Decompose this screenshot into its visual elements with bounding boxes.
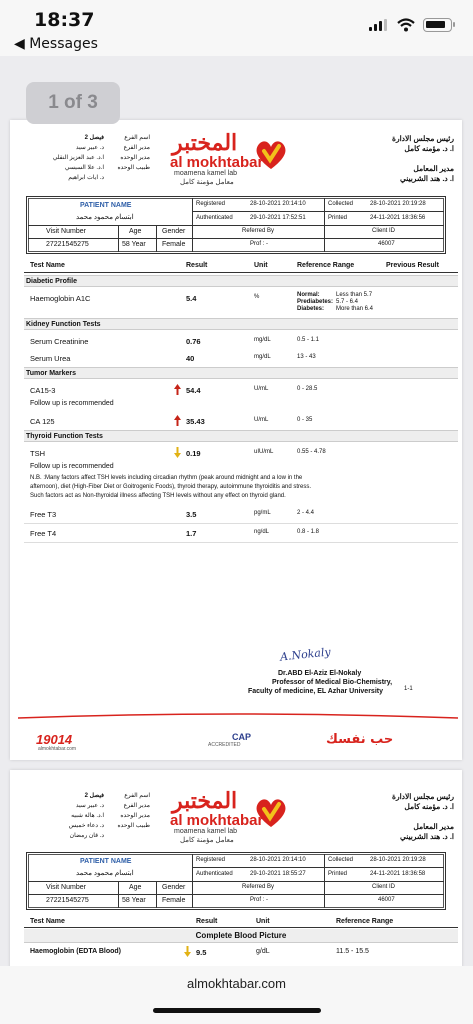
patient-name-label: PATIENT NAME (80, 858, 132, 865)
col-result: Result (186, 262, 208, 269)
test-range: 0.55 - 4.78 (297, 449, 326, 455)
test-name: Free T4 (30, 529, 57, 538)
status-bar (0, 0, 473, 56)
unit-manager-value: ا.د. عبد العزيز النقلي (52, 155, 104, 161)
patient-name: ابتسام محمود محمد (76, 214, 134, 221)
registered-value: 28-10-2021 20:14:10 (250, 201, 306, 207)
test-result: 3.5 (186, 510, 197, 519)
unit-doctor-value-1: د. دعاء خميس (68, 823, 104, 829)
col-reference-range: Reference Range (297, 262, 355, 269)
branch-manager-value: د. عبير سيد (75, 803, 104, 809)
low-arrow-icon (184, 946, 191, 957)
age-value: 58 Year (122, 241, 146, 248)
visit-number: 27221545275 (46, 897, 89, 904)
battery-icon (423, 18, 452, 32)
branch-label: اسم الفرع (124, 793, 150, 799)
test-range: 0 - 35 (297, 417, 313, 423)
unit-doctor-label: طبيب الوحده (117, 823, 150, 829)
tsh-note-line-1: N.B. :Many factors affect TSH levels including circadian rhythm (peak around midnight and a low in the (30, 475, 303, 481)
referred-by-value: Prof : - (250, 897, 269, 903)
col-test-name: Test Name (30, 262, 65, 269)
visit-number-label: Visit Number (46, 228, 86, 235)
test-result: 1.7 (186, 529, 197, 538)
high-arrow-icon (174, 384, 181, 395)
section-thyroid-function: Thyroid Function Tests (24, 430, 458, 442)
branch-value: فيصل 2 (84, 135, 104, 141)
page-indicator: 1 of 3 (26, 82, 120, 124)
range-prediabetes-label: Prediabetes: (297, 299, 334, 305)
chairman-title: رئيس مجلس الادارة (392, 134, 454, 143)
signer-title-2: Faculty of medicine, EL Azhar University (248, 688, 383, 695)
chairman-title: رئيس مجلس الادارة (392, 792, 454, 801)
visit-number-label: Visit Number (46, 884, 86, 891)
unit-doctor-value-2: د. ايات ابراهيم (68, 175, 104, 181)
registered-label: Registered (196, 857, 226, 863)
cap-accredited: ACCREDITED (208, 742, 241, 748)
authenticated-label: Authenticated (196, 871, 233, 877)
age-value: 58 Year (122, 897, 146, 904)
collected-value: 28-10-2021 20:19:28 (370, 201, 426, 207)
high-arrow-icon (174, 415, 181, 426)
test-unit: ng/dL (254, 529, 270, 535)
unit-manager-value: ا.د. هالة شبيه (71, 813, 104, 819)
test-unit: pg/mL (254, 510, 271, 516)
footer-website: almokhtabar.com (38, 746, 77, 752)
col-previous-result: Previous Result (386, 262, 439, 269)
registered-value: 28-10-2021 20:14:10 (250, 857, 306, 863)
lab-logo-english: al mokhtabar (170, 154, 264, 171)
test-result: 9.5 (196, 948, 207, 957)
branch-manager-label: مدير الفرع (123, 803, 150, 809)
labs-director-name: ا. د. هند الشربيني (399, 174, 454, 183)
test-unit: U/mL (254, 386, 269, 392)
test-result: 0.19 (186, 449, 201, 458)
section-kidney-function: Kidney Function Tests (24, 318, 458, 330)
test-range: 0.8 - 1.8 (297, 529, 320, 535)
unit-doctor-value-2: د. قان رمضان (69, 833, 104, 839)
signer-title-1: Professor of Medical Bio-Chemistry, (272, 679, 393, 686)
test-result: 5.4 (186, 294, 197, 303)
test-result: 40 (186, 354, 195, 363)
url-label[interactable]: almokhtabar.com (187, 976, 286, 991)
test-unit: U/mL (254, 417, 269, 423)
report-page-1 (10, 120, 462, 760)
low-arrow-icon (174, 447, 181, 458)
test-unit: g/dL (256, 948, 270, 955)
lab-tagline-en: moamena kamel lab (174, 828, 238, 835)
col-unit: Unit (254, 262, 268, 269)
unit-manager-label: مدير الوحده (120, 155, 150, 161)
printed-label: Printed (328, 215, 348, 221)
test-result: 0.76 (186, 337, 201, 346)
tsh-note-line-2: afternoon), diet (High-Fiber Diet or Goitrogenic Foods), thyroid therapy, autoimmune thyroiditis and stress. (30, 484, 312, 490)
printed-label: Printed (328, 871, 348, 877)
labs-director-title: مدير المعامل (413, 822, 454, 831)
col-test-name: Test Name (30, 918, 65, 925)
test-name: Serum Creatinine (30, 337, 89, 346)
test-result: 35.43 (186, 417, 205, 426)
test-unit: mg/dL (254, 337, 271, 343)
unit-manager-label: مدير الوحده (120, 813, 150, 819)
section-tumor-markers: Tumor Markers (24, 367, 458, 379)
test-range: 0 - 28.5 (297, 386, 318, 392)
branch-label: اسم الفرع (124, 135, 150, 141)
col-reference-range: Reference Range (336, 918, 394, 925)
collected-value: 28-10-2021 20:19:28 (370, 857, 426, 863)
referred-by-value: Prof : - (250, 241, 269, 247)
clock: 18:37 (34, 9, 95, 31)
test-unit: % (254, 294, 260, 300)
follow-up-note: Follow up is recommended (30, 400, 114, 407)
test-range: 11.5 - 15.5 (336, 948, 369, 955)
patient-name-label: PATIENT NAME (80, 202, 132, 209)
printed-value: 24-11-2021 18:36:56 (370, 215, 426, 221)
authenticated-value: 29-10-2021 18:55:27 (250, 871, 306, 877)
signature-scribble: A.Nokaly (279, 645, 332, 664)
test-name: Serum Urea (30, 354, 71, 363)
lab-tagline-ar: معامل مؤمنة كامل (180, 837, 234, 844)
gender-label: Gender (162, 884, 186, 891)
range-prediabetes-value: 5.7 - 6.4 (336, 299, 359, 305)
unit-doctor-label: طبيب الوحده (117, 165, 150, 171)
labs-director-name: ا. د. هند الشربيني (399, 832, 454, 841)
follow-up-note: Follow up is recommended (30, 463, 114, 470)
patient-name: ابتسام محمود محمد (76, 870, 134, 877)
document-viewer[interactable] (0, 56, 473, 966)
report-page-2 (10, 770, 462, 966)
test-range: 0.5 - 1.1 (297, 337, 320, 343)
referred-by-label: Referred By (242, 228, 275, 234)
branch-manager-label: مدير الفرع (123, 145, 150, 151)
visit-number: 27221545275 (46, 241, 89, 248)
test-unit: uIU/mL (254, 449, 274, 455)
range-normal-label: Normal: (297, 292, 320, 298)
test-name: TSH (30, 449, 45, 458)
chairman-name: ا. د. مؤمنه كامل (404, 802, 454, 811)
section-title: Complete Blood Picture (195, 931, 287, 940)
home-indicator[interactable] (153, 1008, 321, 1013)
branch-manager-value: د. عبير سيد (75, 145, 104, 151)
test-range: 13 - 43 (297, 354, 316, 360)
labs-director-title: مدير المعامل (413, 164, 454, 173)
section-diabetic-profile: Diabetic Profile (24, 275, 458, 287)
wifi-icon (397, 18, 415, 32)
client-id-value: 46007 (378, 241, 395, 247)
cellular-signal-icon (369, 19, 391, 31)
test-unit: mg/dL (254, 354, 271, 360)
col-unit: Unit (256, 918, 270, 925)
test-name: Haemoglobin A1C (30, 294, 91, 303)
unit-doctor-value-1: ا.د. علا السيسي (64, 165, 104, 171)
gender-label: Gender (162, 228, 186, 235)
slogan-arabic: حب نفسك (326, 732, 394, 747)
back-to-messages-button[interactable]: ◀ Messages (14, 36, 98, 52)
tsh-note-line-3: Such factors act as Non-thyroidal illness affecting TSH levels without any effect on thyroid gland. (30, 493, 286, 499)
test-result: 54.4 (186, 386, 201, 395)
footer-red-divider (18, 712, 458, 724)
page-reference: 1-1 (404, 686, 413, 692)
referred-by-label: Referred By (242, 884, 275, 890)
lab-logo-english: al mokhtabar (170, 812, 264, 829)
test-name: CA15-3 (30, 386, 56, 395)
chairman-name: ا. د. مؤمنه كامل (404, 144, 454, 153)
range-diabetes-label: Diabetes: (297, 306, 325, 312)
gender-value: Female (162, 241, 186, 248)
cap-logo: CAP (232, 732, 252, 742)
test-name: CA 125 (30, 417, 55, 426)
client-id-label: Client ID (372, 228, 396, 234)
lab-logo-arabic: المختبر (172, 788, 238, 814)
client-id-value: 46007 (378, 897, 395, 903)
test-name: Free T3 (30, 510, 57, 519)
age-label: Age (129, 884, 142, 891)
branch-value: فيصل 2 (84, 793, 104, 799)
age-label: Age (129, 228, 142, 235)
collected-label: Collected (328, 201, 354, 207)
test-name: Haemoglobin (EDTA Blood) (30, 948, 121, 955)
signer-name: Dr.ABD El-Aziz El-Nokaly (278, 670, 362, 677)
printed-value: 24-11-2021 18:36:58 (370, 871, 426, 877)
gender-value: Female (162, 897, 186, 904)
lab-logo-arabic: المختبر (172, 130, 238, 156)
lab-tagline-ar: معامل مؤمنة كامل (180, 179, 234, 186)
range-diabetes-value: More than 6.4 (336, 306, 374, 312)
browser-bottom-bar (0, 966, 473, 1024)
collected-label: Collected (328, 857, 354, 863)
lab-tagline-en: moamena kamel lab (174, 170, 238, 177)
registered-label: Registered (196, 201, 226, 207)
test-range: 2 - 4.4 (297, 510, 315, 516)
authenticated-label: Authenticated (196, 215, 233, 221)
col-result: Result (196, 918, 218, 925)
range-normal-value: Less than 5.7 (336, 292, 373, 298)
authenticated-value: 29-10-2021 17:52:51 (250, 215, 306, 221)
section-complete-blood-picture (24, 929, 458, 943)
client-id-label: Client ID (372, 884, 396, 890)
hotline-number: 19014 (36, 732, 73, 747)
